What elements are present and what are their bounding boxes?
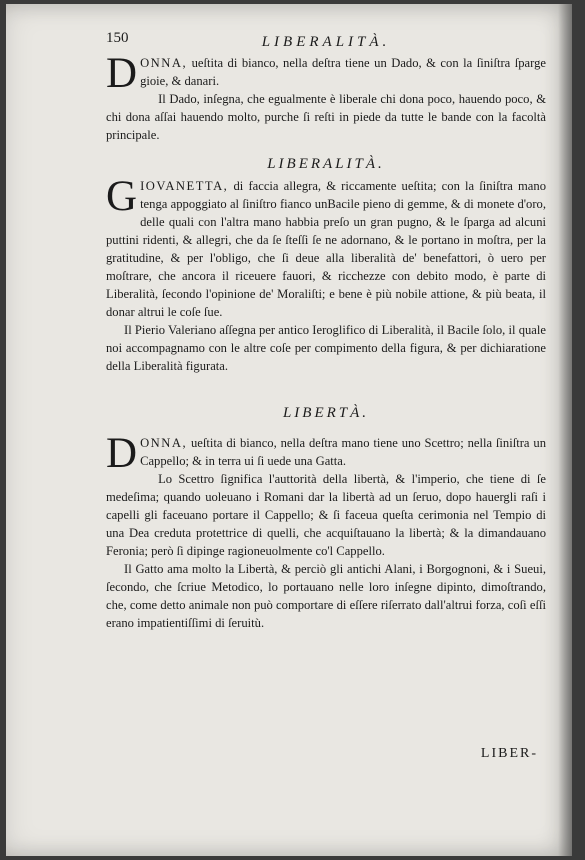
section-liberta [106, 430, 546, 632]
drop-cap: D [106, 430, 138, 477]
page-text-block [106, 28, 546, 632]
section3-para1 [106, 430, 546, 477]
section2-heading: LIBERALITÀ. [267, 156, 385, 172]
section1-para1 [106, 50, 546, 97]
lead-word: IOVANETTA, [140, 179, 229, 193]
section3-heading: LIBERTÀ. [282, 405, 370, 421]
section2-para2: Il Pierio Valeriano aſſegna per antico Ieroglifico di Liberalità, il Bacile ſolo, il quale noi accompagnamo con le altre coſe per compimento della figura, & per dichiaratione della Liberalità figurata. [106, 323, 546, 373]
page-gutter-shadow [558, 4, 572, 856]
lead-word: ONNA, [140, 436, 188, 450]
lead-word: ONNA, [140, 56, 188, 70]
paragraph-text: ueſtita di bianco, nella deſtra tiene un Dado, & con la ſiniſtra ſparge gioie, & danari. [140, 56, 546, 88]
section3-para2: Lo Scettro ſignifica l'auttorità della libertà, & l'imperio, che tiene di ſe medeſima; quando uoleuano i Romani dar la libertà ad un ſeruo, dopo hauergli raſi i capelli gli faceuano portare il Cappello; & ſi faceua queſta cerimonia nel Tempio di una Dea creduta protettrice di quelli, che acquiſtauano la libertà; & la dimandauano Feronia; però ſi dipinge ragioneuolmente co'l Cappello. [106, 472, 546, 558]
section2-para1 [106, 173, 546, 321]
paragraph-text: di faccia allegra, & riccamente ueſtita; con la ſiniſtra mano tenga appoggiato al ſiniſtro fianco unBacile pieno di gemme, & di monete d'oro, delle quali con l'altra mano habbia preſo un gran pugno, & le ſparga ad alcuni puttini ridenti, & allegri, che da ſe ſteſſi ſe ne adornano, & le portano in moſtra, per la gratitudine, & per l'obligo, che ſi deue alla liberalità de' benefattori, ò uero per moſtrare, che ancora il riceuere fauori, & ricchezze con debito modo, è parte di Liberalità, ſecondo l'opinione de' Moraliſti; e bene è più nobile attione, & più beata, il donar altrui le coſe ſue. [106, 179, 546, 319]
section-liberalita-2 [106, 173, 546, 375]
section1-para2: Il Dado, inſegna, che egualmente è liberale chi dona poco, hauendo poco, & chi dona aſſai hauendo molto, purche ſi reſti in piede da tutte le bande con la facoltà principale. [106, 92, 546, 142]
section-liberalita-1 [106, 50, 546, 144]
drop-cap: D [106, 50, 138, 97]
page-header [106, 28, 546, 54]
book-page [6, 4, 572, 856]
drop-cap: G [106, 173, 138, 220]
paragraph-text: ueſtita di bianco, nella deſtra mano tiene uno Scettro; nella ſiniſtra un Cappello; & in terra ui ſi uede una Gatta. [140, 436, 546, 468]
catchword: LIBER- [480, 746, 538, 761]
page-number: 150 [106, 30, 129, 46]
section3-para3: Il Gatto ama molto la Libertà, & perciò gli antichi Alani, i Borgognoni, & i Sueui, ſecondo, che ſcriue Metodico, lo portauano nelle loro inſegne dipinto, dimoſtrando, che, come detto animale non può comportare di eſſere riſerrato dall'altrui forza, coſi eſſi erano impatientiſſimi di ſeruitù. [106, 562, 546, 630]
running-title: LIBERALITÀ. [261, 34, 391, 50]
